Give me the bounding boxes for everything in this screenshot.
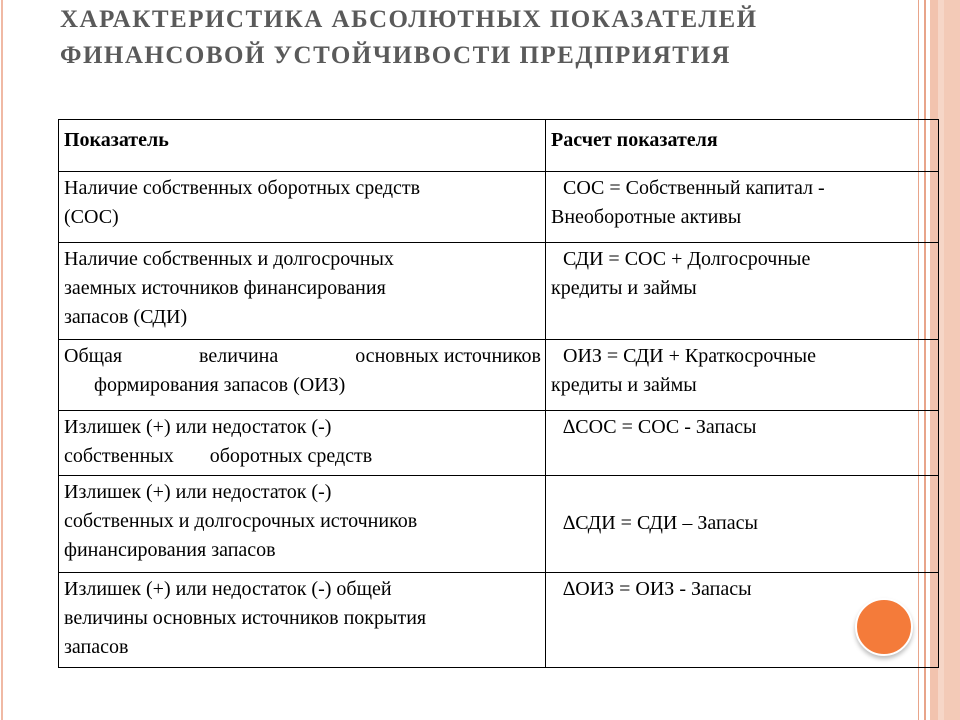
indicator-text-line	[64, 442, 541, 471]
slide-title-line-2: ФИНАНСОВОЙ УСТОЙЧИВОСТИ ПРЕДПРИЯТИЯ	[60, 42, 731, 69]
indicator-text: Излишек (+) или недостаток (-)	[64, 416, 332, 438]
table-row	[59, 573, 939, 668]
indicator-text: формирования запасов (ОИЗ)	[94, 374, 346, 396]
formula-text: СОС = Собственный капитал -	[563, 177, 825, 199]
indicators-table	[58, 119, 939, 668]
indicator-text: Наличие собственных и долгосрочных	[64, 248, 394, 270]
indicator-justified-line	[64, 342, 541, 371]
formula-text: СДИ = СОС + Долгосрочные	[563, 248, 811, 270]
indicator-cell	[59, 573, 546, 668]
indicator-word: оборотных средств	[209, 445, 373, 467]
indicator-cell	[59, 476, 546, 573]
indicator-text: Излишек (+) или недостаток (-)	[64, 481, 332, 503]
indicator-text: финансирования запасов	[64, 539, 276, 561]
indicator-text: Излишек (+) или недостаток (-) общей	[64, 578, 392, 600]
indicator-text: Наличие собственных оборотных средств	[64, 177, 421, 199]
table-row	[59, 340, 939, 411]
formula-text: кредиты и займы	[551, 374, 697, 396]
indicator-text: величины основных источников покрытия	[64, 607, 427, 629]
indicator-text: заемных источников финансирования	[64, 277, 386, 299]
decor-stripe	[944, 0, 960, 720]
formula-text: ОИЗ = СДИ + Краткосрочные	[563, 345, 816, 367]
formula-text: ∆СОС = СОС - Запасы	[563, 416, 757, 438]
indicator-cell	[59, 243, 546, 340]
slide-title-line-1: ХАРАКТЕРИСТИКА АБСОЛЮТНЫХ ПОКАЗАТЕЛЕЙ	[60, 6, 758, 33]
orange-circle-decoration	[855, 598, 913, 656]
formula-cell	[546, 172, 939, 243]
table-row	[59, 476, 939, 573]
indicator-word: величина	[199, 345, 279, 367]
table-row	[59, 243, 939, 340]
formula-cell	[546, 340, 939, 411]
formula-text: кредиты и займы	[551, 277, 697, 299]
formula-cell	[546, 243, 939, 340]
formula-text: ∆СДИ = СДИ – Запасы	[563, 511, 758, 534]
header-indicator: Показатель	[59, 120, 546, 172]
indicator-word: Общая	[64, 345, 123, 367]
formula-text: ∆ОИЗ = ОИЗ - Запасы	[563, 578, 752, 600]
indicator-cell	[59, 172, 546, 243]
slide-title	[60, 2, 880, 74]
left-border-line	[1, 0, 3, 720]
formula-cell	[546, 411, 939, 476]
indicator-word: собственных	[64, 445, 174, 467]
indicator-text: (СОС)	[64, 206, 119, 228]
indicator-cell	[59, 411, 546, 476]
indicator-word: основных источников	[355, 345, 541, 367]
header-calculation: Расчет показателя	[546, 120, 939, 172]
indicator-cell	[59, 340, 546, 411]
indicator-text: собственных и долгосрочных источников	[64, 510, 418, 532]
table-row	[59, 172, 939, 243]
table-header-row	[59, 120, 939, 172]
formula-cell	[546, 476, 939, 573]
indicator-text: запасов (СДИ)	[64, 306, 188, 328]
table-row	[59, 411, 939, 476]
formula-text: Внеоборотные активы	[551, 206, 742, 228]
indicator-text: запасов	[64, 636, 129, 658]
